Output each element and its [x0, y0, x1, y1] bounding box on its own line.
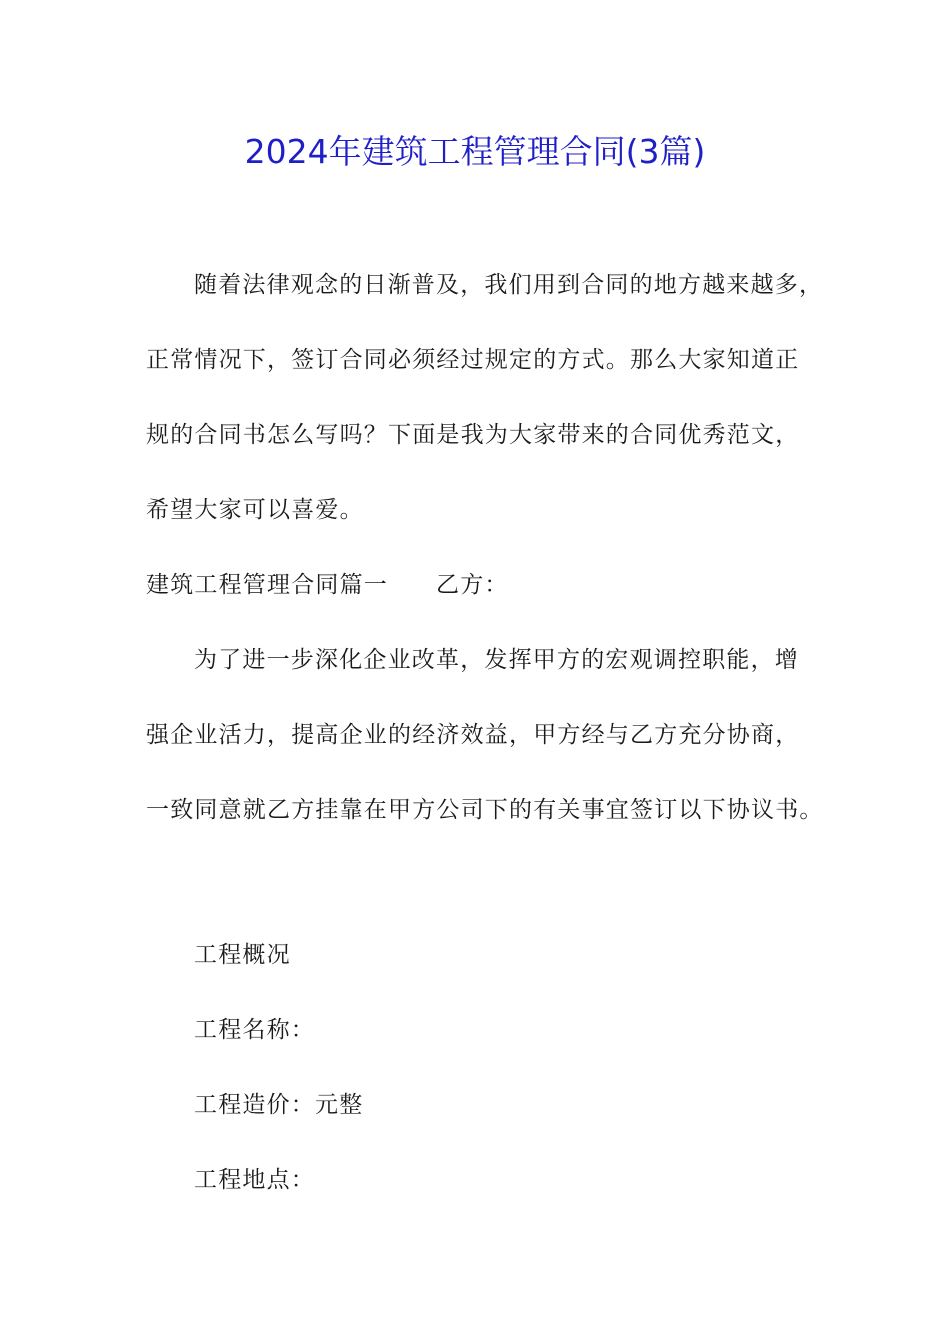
section-heading: 建筑工程管理合同篇一 [146, 572, 388, 598]
party-b-label: 乙方： [436, 572, 509, 598]
document-title: 2024年建筑工程管理合同(3篇) [244, 132, 706, 171]
project-location-label: 工程地点： [194, 1167, 315, 1193]
purpose-paragraph-line-1: 为了进一步深化企业改革，发挥甲方的宏观调控职能，增 [194, 647, 799, 673]
intro-paragraph-line-2: 正常情况下，签订合同必须经过规定的方式。那么大家知道正 [146, 347, 800, 373]
project-name-label: 工程名称： [194, 1017, 315, 1043]
intro-paragraph-line-3: 规的合同书怎么写吗？下面是我为大家带来的合同优秀范文， [146, 422, 800, 448]
project-overview-heading: 工程概况 [194, 942, 291, 968]
section-heading-line [146, 568, 509, 602]
purpose-paragraph-line-3: 一致同意就乙方挂靠在甲方公司下的有关事宜签订以下协议书。 [146, 797, 824, 823]
purpose-paragraph-line-2: 强企业活力，提高企业的经济效益，甲方经与乙方充分协商， [146, 722, 800, 748]
intro-paragraph-line-4: 希望大家可以喜爱。 [146, 497, 364, 523]
project-cost-label: 工程造价：元整 [194, 1092, 364, 1118]
intro-paragraph-line-1: 随着法律观念的日渐普及，我们用到合同的地方越来越多， [194, 272, 824, 298]
